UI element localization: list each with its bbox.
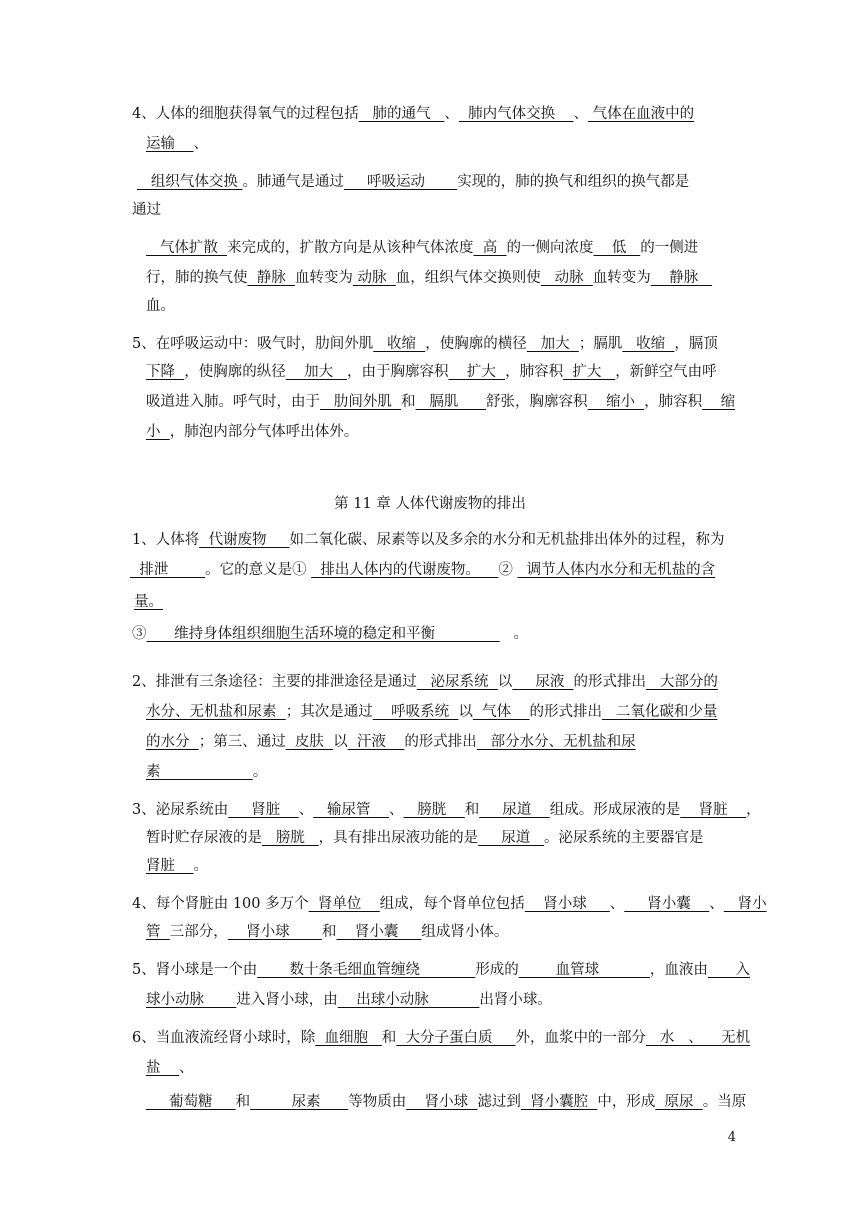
filled-blank: 排泄 — [130, 562, 206, 578]
filled-blank: 扩大 — [563, 364, 616, 380]
text-segment: 血转变为 — [294, 270, 353, 286]
text-segment: 滤过到 — [477, 1094, 521, 1110]
text-segment: 和 — [381, 1030, 397, 1046]
text-line — [146, 732, 636, 752]
text-segment: 4、每个肾脏由 100 多万个 — [132, 896, 309, 912]
text-segment: 。当原 — [702, 1094, 747, 1110]
filled-blank: 肾小囊 — [336, 924, 422, 940]
text-line — [146, 1092, 746, 1112]
filled-blank: 膈肌 — [415, 394, 487, 410]
filled-blank: 肾小囊腔 — [520, 1094, 598, 1110]
text-segment: ② — [498, 562, 518, 578]
filled-blank: 入 — [707, 962, 751, 978]
text-segment: 以 — [458, 704, 473, 720]
filled-blank: 肾脏 — [680, 802, 747, 818]
filled-blank: 部分水分、无机盐和尿 — [476, 734, 636, 750]
text-segment: 的形式排出 — [573, 674, 647, 690]
text-line — [132, 530, 725, 550]
filled-blank: 球小动脉 — [146, 992, 237, 1008]
text-line — [137, 172, 689, 192]
filled-blank: 动脉 — [352, 270, 396, 286]
text-segment: 出肾小球。 — [479, 992, 552, 1008]
text-segment: 血。 — [146, 298, 175, 314]
text-line — [146, 762, 267, 782]
filled-blank: 皮肤 — [285, 734, 334, 750]
filled-blank: 血管球 — [518, 962, 650, 978]
filled-blank: 尿道 — [478, 830, 545, 846]
filled-blank: 量。 — [134, 594, 163, 610]
filled-blank: 大部分的 — [646, 674, 718, 690]
filled-blank: 大分子蛋白质 — [396, 1030, 516, 1046]
filled-blank: 扩大 — [448, 364, 506, 380]
chapter-title: 第 11 章 人体代谢废物的排出 — [334, 496, 526, 512]
filled-blank: 维持身体组织细胞生活环境的稳定和平衡 — [146, 626, 500, 642]
text-segment: 、 — [444, 106, 459, 122]
text-segment: 、 — [573, 106, 589, 122]
text-segment: 组成。形成尿液的是 — [549, 802, 681, 818]
text-segment: 如二氧化碳、尿素等以及多余的水分和无机盐排出体外的过程，称为 — [289, 532, 725, 548]
filled-blank: 肺的通气 — [358, 106, 445, 122]
text-segment: 通过 — [132, 202, 161, 218]
filled-blank: 低 — [593, 240, 641, 256]
text-segment: 的一侧向浓度 — [506, 240, 594, 256]
filled-blank: 肾小囊 — [624, 896, 710, 912]
filled-blank: 调节人体内水分和无机盐的含 — [517, 562, 716, 578]
text-segment: ；其次是通过 — [285, 704, 373, 720]
text-segment: ，具有排出尿液功能的是 — [318, 830, 479, 846]
filled-blank: 肋间外肌 — [320, 394, 402, 410]
text-segment: ，新鲜空气由呼 — [615, 364, 717, 380]
text-segment: 。泌尿系统的主要器官是 — [544, 830, 704, 846]
filled-blank: 静脉 — [247, 270, 295, 286]
text-segment: ， — [746, 802, 761, 818]
filled-blank: 加大 — [285, 364, 347, 380]
text-segment: 行，肺的换气使 — [146, 270, 248, 286]
text-segment: ；膈肌 — [578, 336, 623, 352]
text-segment: ，肺容积 — [644, 394, 703, 410]
text-segment: 血转变为 — [592, 270, 651, 286]
text-segment: 5、肾小球是一个由 — [132, 962, 258, 978]
text-segment: 中，形成 — [597, 1094, 656, 1110]
text-segment: 、 — [609, 896, 625, 912]
filled-blank: 尿液 — [512, 674, 574, 690]
filled-blank: 的水分 — [146, 734, 199, 750]
text-line — [132, 104, 694, 124]
text-line — [146, 296, 175, 316]
text-segment: 、 — [178, 1060, 194, 1076]
text-segment: 以 — [333, 734, 348, 750]
text-line — [132, 960, 750, 980]
text-segment: 三部分， — [169, 924, 228, 940]
filled-blank: 收缩 — [373, 336, 426, 352]
filled-blank: 尿道 — [479, 802, 550, 818]
filled-blank: 肾小球 — [524, 896, 610, 912]
filled-blank: 水 、 无机 — [646, 1030, 751, 1046]
text-line — [130, 560, 715, 580]
filled-blank: 管 — [146, 924, 170, 940]
filled-blank: 静脉 — [650, 270, 713, 286]
filled-blank: 代谢废物 — [199, 532, 290, 548]
filled-blank: 膀胱 — [262, 830, 319, 846]
filled-blank: 数十条毛细血管缠绕 — [257, 962, 476, 978]
text-segment: 、 — [193, 136, 208, 152]
text-segment: 的形式排出 — [529, 704, 603, 720]
text-line — [146, 422, 358, 442]
text-segment: 6、当血液流经肾小球时，除 — [132, 1030, 316, 1046]
text-segment: ，由于胸廓容积 — [346, 364, 449, 380]
text-segment: 舒张，胸廓容积 — [486, 394, 588, 410]
text-line — [132, 624, 528, 644]
text-line — [132, 334, 718, 354]
filled-blank: 肾脏 — [228, 802, 299, 818]
filled-blank: 肾小 — [723, 896, 767, 912]
text-segment: ，使胸廓的横径 — [425, 336, 527, 352]
text-line — [146, 238, 698, 258]
filled-blank: 组织气体交换 — [137, 174, 243, 190]
text-segment: 。它的意义是① — [205, 562, 312, 578]
filled-blank: 肾单位 — [308, 896, 380, 912]
filled-blank: 运输 — [146, 136, 194, 152]
text-line — [146, 1058, 193, 1078]
text-line — [146, 856, 208, 876]
text-segment: 等物质由 — [348, 1094, 407, 1110]
filled-blank: 汗液 — [347, 734, 405, 750]
text-segment: 外，血浆中的一部分 — [515, 1030, 647, 1046]
filled-blank: 呼吸运动 — [343, 174, 458, 190]
text-line — [146, 828, 704, 848]
filled-blank: 气体在血液中的 — [588, 106, 695, 122]
filled-blank: 收缩 — [622, 336, 675, 352]
filled-blank: 呼吸系统 — [372, 704, 459, 720]
text-line — [132, 894, 767, 914]
filled-blank: 素 — [146, 764, 253, 780]
text-line — [146, 702, 717, 722]
filled-blank: 肺内气体交换 — [458, 106, 574, 122]
text-segment: 血，组织气体交换则使 — [395, 270, 541, 286]
text-segment: 和 — [401, 394, 416, 410]
text-line — [132, 1028, 750, 1048]
text-segment: 和 — [464, 802, 480, 818]
filled-blank: 肾小球 — [406, 1094, 478, 1110]
text-segment: 形成的 — [475, 962, 519, 978]
text-segment: 的形式排出 — [404, 734, 477, 750]
filled-blank: 缩 — [702, 394, 736, 410]
text-segment: 组成肾小体。 — [421, 924, 509, 940]
text-line — [146, 268, 712, 288]
text-segment: ③ — [132, 626, 147, 642]
text-segment: 5、在呼吸运动中：吸气时，肋间外肌 — [132, 336, 374, 352]
filled-blank: 输尿管 — [313, 802, 389, 818]
text-segment: 暂时贮存尿液的是 — [146, 830, 262, 846]
text-segment: ，膈顶 — [674, 336, 718, 352]
filled-blank: 二氧化碳和少量 — [602, 704, 718, 720]
text-line — [134, 592, 163, 612]
filled-blank: 泌尿系统 — [416, 674, 498, 690]
text-segment: 的一侧进 — [640, 240, 699, 256]
text-segment: 以 — [497, 674, 513, 690]
filled-blank: 尿素 — [250, 1094, 349, 1110]
filled-blank: 原尿 — [655, 1094, 703, 1110]
filled-blank: 膀胱 — [403, 802, 465, 818]
filled-blank: 肾脏 — [146, 858, 194, 874]
text-segment: ，肺容积 — [505, 364, 564, 380]
text-segment: 。 — [499, 626, 529, 642]
text-segment: 3、泌尿系统由 — [132, 802, 229, 818]
filled-blank: 小 — [146, 424, 170, 440]
filled-blank: 水分、无机盐和尿素 — [146, 704, 286, 720]
text-segment: 2、排泄有三条途径：主要的排泄途径是通过 — [132, 674, 417, 690]
text-line — [132, 200, 161, 220]
filled-blank: 动脉 — [540, 270, 593, 286]
text-segment: 。 — [193, 858, 208, 874]
filled-blank: 出球小动脉 — [337, 992, 480, 1008]
filled-blank: 下降 — [146, 364, 185, 380]
filled-blank: 缩小 — [587, 394, 645, 410]
text-segment: 进入肾小球，由 — [236, 992, 338, 1008]
text-segment: 、 — [388, 802, 404, 818]
page-number: 4 — [727, 1130, 736, 1145]
filled-blank: 盐 — [146, 1060, 179, 1076]
text-segment: 4、人体的细胞获得氧气的过程包括 — [132, 106, 359, 122]
text-line — [132, 800, 761, 820]
text-segment: 、 — [709, 896, 724, 912]
text-line — [146, 990, 552, 1010]
filled-blank: 肾小球 — [227, 924, 322, 940]
filled-blank: 血细胞 — [315, 1030, 382, 1046]
text-segment: 来完成的，扩散方向是从该种气体浓度 — [227, 240, 474, 256]
text-line — [146, 134, 208, 154]
text-segment: 、 — [298, 802, 314, 818]
text-segment: 和 — [321, 924, 337, 940]
text-segment: 1、人体将 — [132, 532, 200, 548]
text-line — [146, 362, 717, 382]
text-segment: ；第三、通过 — [198, 734, 286, 750]
text-segment: 组成，每个肾单位包括 — [379, 896, 525, 912]
text-segment: ，血液由 — [649, 962, 708, 978]
text-line — [146, 392, 735, 412]
text-segment: ，使胸廓的纵径 — [184, 364, 286, 380]
filled-blank: 葡萄糖 — [146, 1094, 236, 1110]
text-line — [132, 672, 718, 692]
filled-blank: 高 — [473, 240, 507, 256]
text-segment: 吸道进入肺。呼气时，由于 — [146, 394, 320, 410]
text-segment: ，肺泡内部分气体呼出体外。 — [169, 424, 359, 440]
text-line — [146, 922, 508, 942]
filled-blank: 气体扩散 — [146, 240, 228, 256]
text-segment: 。肺通气是通过 — [242, 174, 344, 190]
text-segment: 。 — [252, 764, 268, 780]
filled-blank: 加大 — [526, 336, 579, 352]
filled-blank: 气体 — [472, 704, 530, 720]
text-segment: 实现的，肺的换气和组织的换气都是 — [457, 174, 690, 190]
filled-blank: 排出人体内的代谢废物。 — [311, 562, 499, 578]
text-segment: 和 — [235, 1094, 251, 1110]
